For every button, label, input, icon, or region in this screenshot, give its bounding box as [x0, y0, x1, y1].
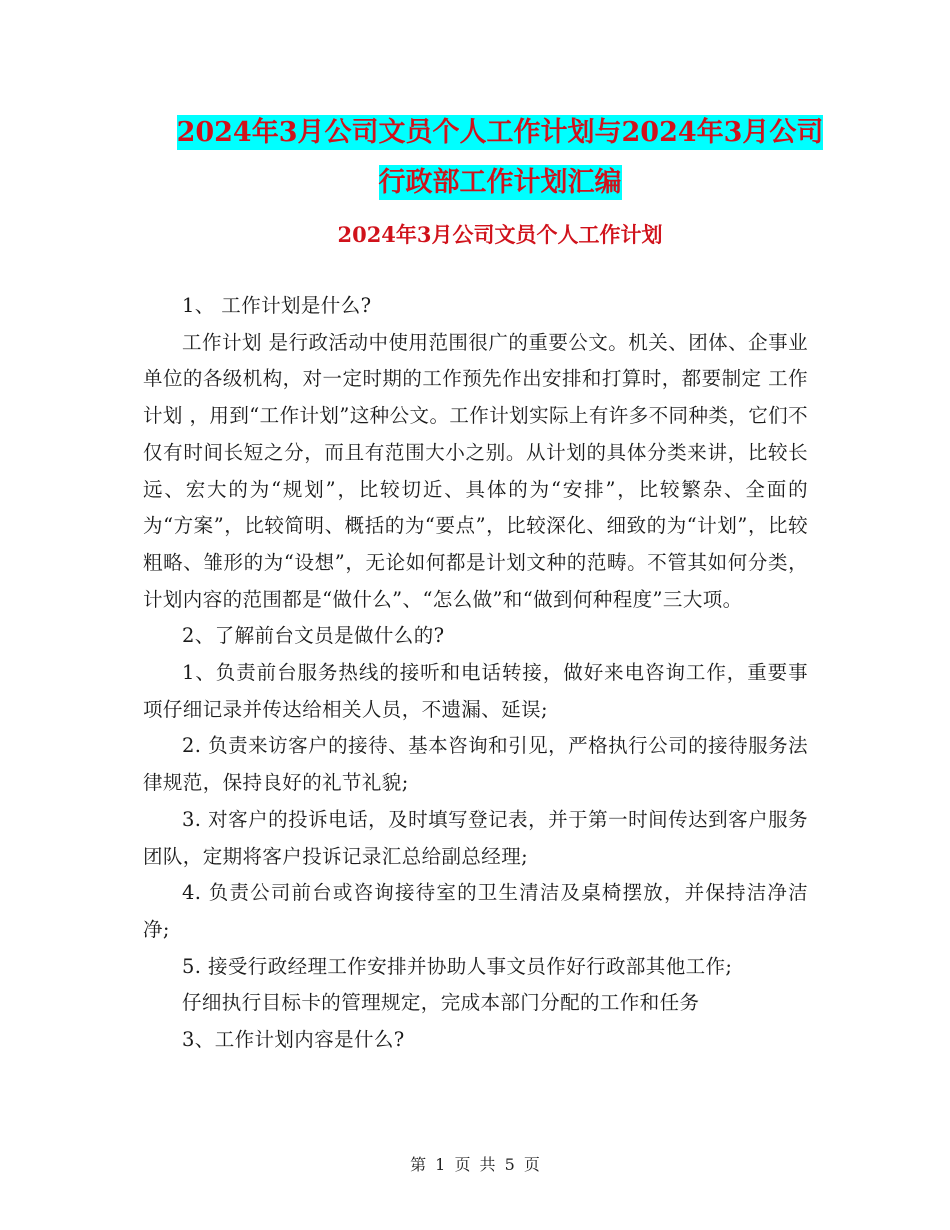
paragraph: 2. 负责来访客户的接待、基本咨询和引见，严格执行公司的接待服务法律规范，保持良好的礼节礼貌; [143, 734, 808, 795]
paragraph: 1、 工作计划是什么? [182, 294, 372, 317]
section-title: 2024年3月公司文员个人工作计划 [337, 222, 663, 247]
paragraph: 4. 负责公司前台或咨询接待室的卫生清洁及桌椅摆放，并保持洁净洁净; [143, 881, 808, 941]
paragraph: 仔细执行目标卡的管理规定，完成本部门分配的工作和任务 [182, 991, 700, 1015]
document-title [140, 108, 860, 208]
paragraph: 5. 接受行政经理工作安排并协助人事文员作好行政部其他工作; [182, 954, 733, 978]
paragraph: 1、负责前台服务热线的接听和电话转接，做好来电咨询工作，重要事项仔细记录并传达给相关人员，不遗漏、延误; [143, 661, 808, 721]
paragraph: 2、了解前台文员是做什么的? [182, 624, 445, 648]
document-body [143, 288, 808, 1059]
page-footer: 第 1 页 共 5 页 [410, 1155, 540, 1174]
document-title-line-2: 行政部工作计划汇编 [378, 167, 622, 198]
paragraph: 工作计划 是行政活动中使用范围很广的重要公文。机关、团体、企事业单位的各级机构，对一定时期的工作预先作出安排和打算时，都要制定 工作计划 ，用到“工作计划”这种公文。工作计划实际上有许多不同种类，它们不仅有时间长短之分，而且有范围大小之别。从计划的具体分类来讲，比较长远、宏大的为“规划”，比较切近、具体的为“安排”，比较繁杂、全面的为“方案”，比较简明、概括的为“要点”，比较深化、细致的为“计划”，比较粗略、雏形的为“设想”，无论如何都是计划文种的范畴。不管其如何分类，计划内容的范围都是“做什么”、“怎么做”和“做到何种程度”三大项。 [143, 330, 808, 611]
paragraph: 3、工作计划内容是什么? [182, 1028, 405, 1052]
paragraph: 3. 对客户的投诉电话，及时填写登记表，并于第一时间传达到客户服务团队，定期将客户投诉记录汇总给副总经理; [143, 807, 808, 868]
document-title-line-1: 2024年3月公司文员个人工作计划与2024年3月公司 [176, 117, 824, 148]
